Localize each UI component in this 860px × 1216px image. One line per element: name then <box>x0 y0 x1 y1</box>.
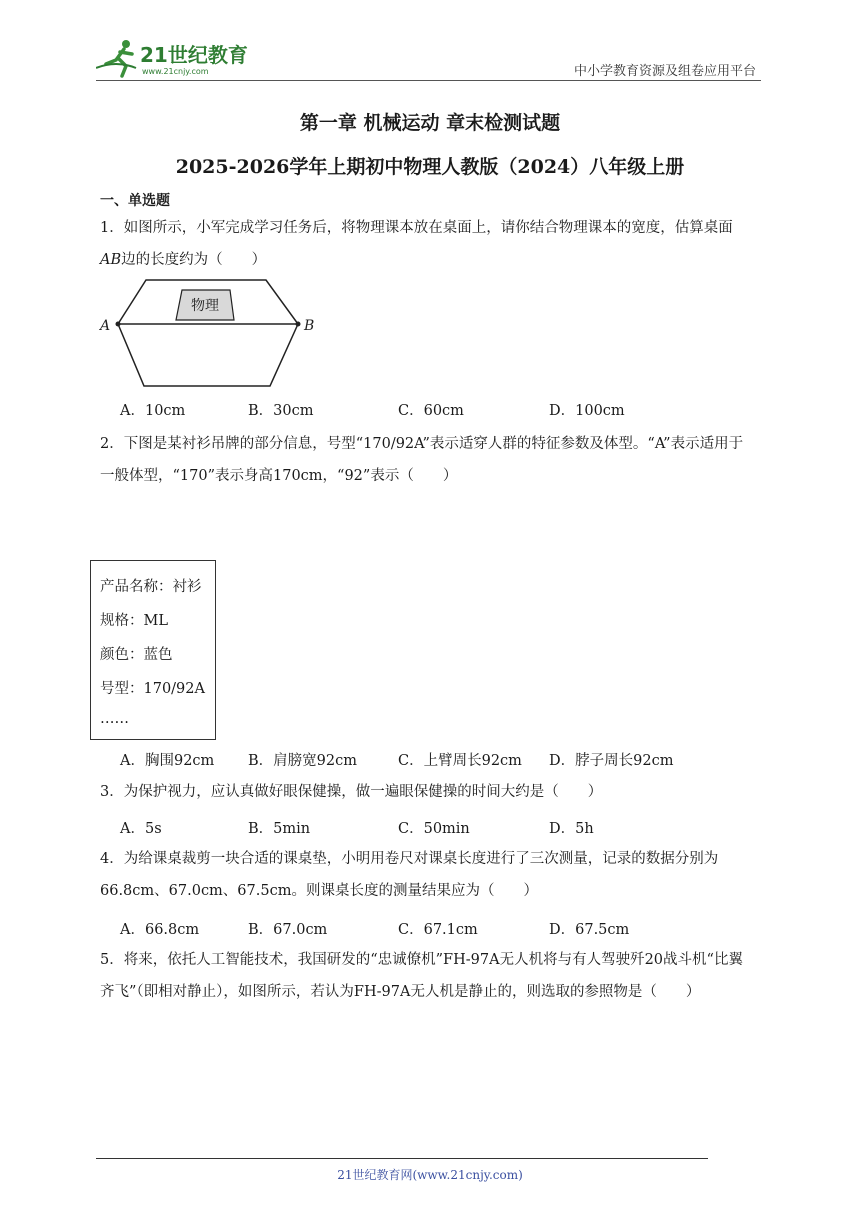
page-subtitle: 2025-2026学年上期初中物理人教版（2024）八年级上册 <box>175 156 685 178</box>
q1-option-b: B．30cm <box>248 403 314 419</box>
q4-option-b: B．67.0cm <box>248 922 328 938</box>
question-1-stem-line2: AB边的长度约为（ ） <box>100 252 267 268</box>
question-4 <box>100 843 768 907</box>
question-1 <box>100 212 768 276</box>
tag-line: 产品名称：衬衫 <box>100 579 202 595</box>
desk-figure <box>98 278 338 396</box>
svg-text:物理: 物理 <box>191 298 219 314</box>
q2-option-b: B．肩膀宽92cm <box>248 753 357 769</box>
q2-option-c: C．上臂周长92cm <box>398 753 522 769</box>
q3-option-c: C．50min <box>398 821 470 837</box>
site-logo <box>96 38 256 78</box>
platform-name: 中小学教育资源及组卷应用平台 <box>573 64 756 79</box>
tag-line: 号型：170/92A <box>100 681 205 697</box>
q4-option-a: A．66.8cm <box>120 922 200 938</box>
q4-option-d: D．67.5cm <box>549 922 630 938</box>
question-4-stem-line2: 66.8cm、67.0cm、67.5cm。则课桌长度的测量结果应为（ ） <box>100 883 538 899</box>
section-heading: 一、单选题 <box>100 193 170 209</box>
q1-option-c: C．60cm <box>398 403 464 419</box>
footer-link[interactable]: 21世纪教育网(www.21cnjy.com) <box>337 1168 523 1182</box>
question-3 <box>100 776 768 808</box>
tag-line: 规格：ML <box>100 613 168 629</box>
q1-option-d: D．100cm <box>549 403 625 419</box>
question-2-stem-line2: 一般体型，“170”表示身高170cm，“92”表示（ ） <box>100 468 458 484</box>
question-5-stem-line1: 5．将来，依托人工智能技术，我国研发的“忠诚僚机”FH-97A无人机将与有人驾驶歼20战斗机“比翼 <box>100 952 743 968</box>
header-divider <box>96 80 761 81</box>
page-title: 第一章 机械运动 章末检测试题 <box>299 112 561 134</box>
question-5 <box>100 944 768 1008</box>
tag-line: …… <box>100 711 129 727</box>
q2-option-d: D．脖子周长92cm <box>549 753 674 769</box>
question-2-stem-line1: 2．下图是某衬衫吊牌的部分信息，号型“170/92A”表示适穿人群的特征参数及体型。“A”表示适用于 <box>100 436 744 452</box>
svg-text:A: A <box>100 318 111 334</box>
runner-logo-icon <box>96 40 136 76</box>
question-2 <box>100 428 768 492</box>
q4-option-c: C．67.1cm <box>398 922 478 938</box>
shirt-tag <box>90 560 216 740</box>
svg-text:B: B <box>304 318 315 334</box>
q2-option-a: A．胸围92cm <box>120 753 215 769</box>
question-4-stem-line1: 4．为给课桌裁剪一块合适的课桌垫，小明用卷尺对课桌长度进行了三次测量，记录的数据分别为 <box>100 851 719 867</box>
q3-option-a: A．5s <box>120 821 162 837</box>
tag-line: 颜色：蓝色 <box>100 647 173 663</box>
question-5-stem-line2: 齐飞”（即相对静止），如图所示，若认为FH-97A无人机是静止的，则选取的参照物是（ ） <box>100 984 701 1000</box>
footer-divider <box>96 1158 708 1159</box>
q3-option-b: B．5min <box>248 821 311 837</box>
q3-option-d: D．5h <box>549 821 594 837</box>
question-1-stem-line1: 1．如图所示，小军完成学习任务后，将物理课本放在桌面上，请你结合物理课本的宽度，估算桌面 <box>100 220 733 236</box>
q1-option-a: A．10cm <box>120 403 186 419</box>
svg-text:21世纪教育: 21世纪教育 <box>140 43 248 67</box>
svg-text:www.21cnjy.com: www.21cnjy.com <box>142 67 209 76</box>
question-3-stem: 3．为保护视力，应认真做好眼保健操，做一遍眼保健操的时间大约是（ ） <box>100 784 603 800</box>
